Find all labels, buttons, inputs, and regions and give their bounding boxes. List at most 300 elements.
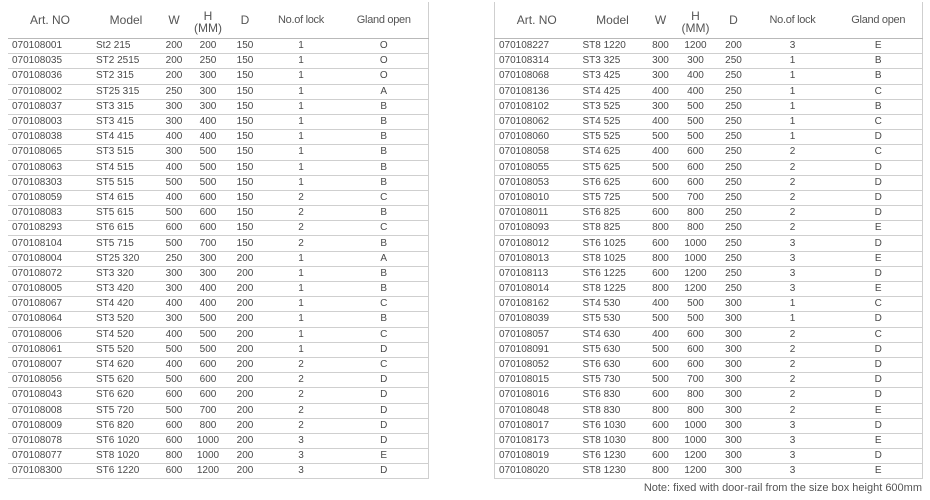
height-cell: 500 — [188, 160, 228, 175]
lock-count-cell: 3 — [751, 282, 835, 297]
depth-cell: 150 — [228, 114, 262, 129]
lock-count-cell: 3 — [262, 464, 340, 479]
table-row — [495, 342, 923, 357]
width-cell: 300 — [160, 266, 188, 281]
width-cell: 300 — [160, 145, 188, 160]
art-no-cell: 070108077 — [8, 449, 92, 464]
gland-open-cell: D — [835, 373, 923, 388]
width-cell: 400 — [647, 327, 675, 342]
art-no-cell: 070108043 — [8, 388, 92, 403]
height-cell: 1200 — [675, 449, 717, 464]
gland-open-cell: C — [340, 190, 428, 205]
lock-count-cell: 1 — [262, 342, 340, 357]
header-depth: D — [717, 2, 751, 39]
model-cell: ST4 620 — [92, 357, 160, 372]
gland-open-cell: D — [340, 418, 428, 433]
lock-count-cell: 1 — [262, 145, 340, 160]
header-height-label: H — [203, 9, 213, 23]
art-no-cell: 070108227 — [495, 39, 579, 54]
spec-table-left — [8, 2, 429, 479]
lock-count-cell: 3 — [751, 418, 835, 433]
table-row — [495, 84, 923, 99]
header-width: W — [160, 2, 188, 39]
gland-open-cell: B — [835, 54, 923, 69]
lock-count-cell: 2 — [262, 236, 340, 251]
height-cell: 1200 — [188, 464, 228, 479]
art-no-cell: 070108102 — [495, 99, 579, 114]
header-height — [675, 2, 717, 39]
gland-open-cell: C — [340, 297, 428, 312]
depth-cell: 250 — [717, 145, 751, 160]
model-cell: ST3 325 — [579, 54, 647, 69]
art-no-cell: 070108057 — [495, 327, 579, 342]
model-cell: ST4 415 — [92, 130, 160, 145]
gland-open-cell: D — [835, 342, 923, 357]
table-row — [8, 69, 428, 84]
depth-cell: 200 — [228, 312, 262, 327]
lock-count-cell: 1 — [262, 327, 340, 342]
model-cell: ST5 725 — [579, 190, 647, 205]
width-cell: 600 — [647, 418, 675, 433]
header-unit-label: (MM) — [194, 21, 222, 35]
lock-count-cell: 3 — [262, 433, 340, 448]
table-row — [8, 388, 428, 403]
art-no-cell: 070108173 — [495, 433, 579, 448]
depth-cell: 250 — [717, 236, 751, 251]
lock-count-cell: 1 — [262, 84, 340, 99]
header-width: W — [647, 2, 675, 39]
table-row — [495, 373, 923, 388]
lock-count-cell: 1 — [262, 114, 340, 129]
header-model: Model — [579, 2, 647, 39]
art-no-cell: 070108006 — [8, 327, 92, 342]
art-no-cell: 070108038 — [8, 130, 92, 145]
art-no-cell: 070108113 — [495, 266, 579, 281]
model-cell: ST5 525 — [579, 130, 647, 145]
art-no-cell: 070108048 — [495, 403, 579, 418]
width-cell: 600 — [647, 175, 675, 190]
lock-count-cell: 2 — [751, 403, 835, 418]
gland-open-cell: D — [340, 388, 428, 403]
header-model: Model — [92, 2, 160, 39]
lock-count-cell: 2 — [751, 160, 835, 175]
art-no-cell: 070108012 — [495, 236, 579, 251]
width-cell: 300 — [160, 99, 188, 114]
gland-open-cell: C — [835, 84, 923, 99]
height-cell: 600 — [675, 357, 717, 372]
lock-count-cell: 2 — [262, 388, 340, 403]
gland-open-cell: E — [340, 449, 428, 464]
gland-open-cell: O — [340, 69, 428, 84]
art-no-cell: 070108016 — [495, 388, 579, 403]
depth-cell: 150 — [228, 221, 262, 236]
table-row — [8, 175, 428, 190]
art-no-cell: 070108162 — [495, 297, 579, 312]
height-cell: 500 — [675, 297, 717, 312]
art-no-cell: 070108303 — [8, 175, 92, 190]
width-cell: 200 — [160, 69, 188, 84]
depth-cell: 200 — [717, 39, 751, 54]
model-cell: ST3 515 — [92, 145, 160, 160]
lock-count-cell: 1 — [751, 297, 835, 312]
depth-cell: 250 — [717, 190, 751, 205]
art-no-cell: 070108052 — [495, 357, 579, 372]
art-no-cell: 070108065 — [8, 145, 92, 160]
gland-open-cell: D — [835, 175, 923, 190]
table-row — [8, 145, 428, 160]
depth-cell: 300 — [717, 388, 751, 403]
depth-cell: 250 — [717, 282, 751, 297]
model-cell: ST8 825 — [579, 221, 647, 236]
lock-count-cell: 2 — [751, 327, 835, 342]
table-row — [495, 418, 923, 433]
table-row — [8, 464, 428, 479]
table-header-row — [8, 2, 428, 39]
width-cell: 500 — [160, 206, 188, 221]
lock-count-cell: 1 — [751, 114, 835, 129]
table-row — [495, 388, 923, 403]
width-cell: 600 — [160, 221, 188, 236]
depth-cell: 250 — [717, 206, 751, 221]
model-cell: ST5 620 — [92, 373, 160, 388]
depth-cell: 200 — [228, 251, 262, 266]
depth-cell: 200 — [228, 327, 262, 342]
height-cell: 400 — [188, 282, 228, 297]
model-cell: ST3 425 — [579, 69, 647, 84]
header-depth: D — [228, 2, 262, 39]
depth-cell: 200 — [228, 282, 262, 297]
art-no-cell: 070108005 — [8, 282, 92, 297]
gland-open-cell: D — [835, 160, 923, 175]
art-no-cell: 070108013 — [495, 251, 579, 266]
height-cell: 300 — [188, 251, 228, 266]
model-cell: ST6 1225 — [579, 266, 647, 281]
depth-cell: 150 — [228, 99, 262, 114]
depth-cell: 150 — [228, 236, 262, 251]
depth-cell: 150 — [228, 160, 262, 175]
lock-count-cell: 3 — [751, 39, 835, 54]
art-no-cell: 070108136 — [495, 84, 579, 99]
width-cell: 600 — [160, 388, 188, 403]
depth-cell: 150 — [228, 190, 262, 205]
lock-count-cell: 2 — [751, 221, 835, 236]
lock-count-cell: 2 — [751, 175, 835, 190]
gland-open-cell: D — [835, 388, 923, 403]
model-cell: ST4 520 — [92, 327, 160, 342]
table-row — [495, 54, 923, 69]
table-row — [8, 160, 428, 175]
lock-count-cell: 3 — [751, 251, 835, 266]
height-cell: 500 — [675, 114, 717, 129]
model-cell: ST8 1020 — [92, 449, 160, 464]
table-row — [495, 312, 923, 327]
art-no-cell: 070108072 — [8, 266, 92, 281]
width-cell: 500 — [647, 373, 675, 388]
depth-cell: 250 — [717, 160, 751, 175]
table-row — [8, 297, 428, 312]
width-cell: 800 — [647, 403, 675, 418]
art-no-cell: 070108083 — [8, 206, 92, 221]
depth-cell: 150 — [228, 175, 262, 190]
depth-cell: 200 — [228, 342, 262, 357]
table-row — [495, 145, 923, 160]
height-cell: 1000 — [675, 433, 717, 448]
height-cell: 300 — [188, 69, 228, 84]
depth-cell: 300 — [717, 297, 751, 312]
width-cell: 300 — [160, 114, 188, 129]
height-cell: 1000 — [675, 418, 717, 433]
art-no-cell: 070108037 — [8, 99, 92, 114]
depth-cell: 300 — [717, 449, 751, 464]
lock-count-cell: 1 — [262, 160, 340, 175]
width-cell: 500 — [647, 342, 675, 357]
depth-cell: 200 — [228, 449, 262, 464]
art-no-cell: 070108064 — [8, 312, 92, 327]
table-row — [8, 206, 428, 221]
depth-cell: 250 — [717, 84, 751, 99]
model-cell: ST5 630 — [579, 342, 647, 357]
model-cell: ST8 1225 — [579, 282, 647, 297]
height-cell: 500 — [188, 312, 228, 327]
header-lock-count: No.of lock — [262, 2, 340, 39]
depth-cell: 200 — [228, 403, 262, 418]
lock-count-cell: 2 — [751, 342, 835, 357]
height-cell: 700 — [675, 373, 717, 388]
art-no-cell: 070108055 — [495, 160, 579, 175]
width-cell: 250 — [160, 84, 188, 99]
lock-count-cell: 1 — [262, 266, 340, 281]
gland-open-cell: D — [340, 433, 428, 448]
depth-cell: 300 — [717, 403, 751, 418]
art-no-cell: 070108035 — [8, 54, 92, 69]
art-no-cell: 070108007 — [8, 357, 92, 372]
gland-open-cell: B — [835, 69, 923, 84]
table-row — [495, 206, 923, 221]
lock-count-cell: 1 — [262, 251, 340, 266]
table-row — [8, 84, 428, 99]
width-cell: 800 — [647, 251, 675, 266]
table-row — [8, 266, 428, 281]
width-cell: 300 — [647, 69, 675, 84]
gland-open-cell: B — [340, 266, 428, 281]
lock-count-cell: 3 — [751, 449, 835, 464]
width-cell: 400 — [160, 130, 188, 145]
model-cell: ST6 625 — [579, 175, 647, 190]
gland-open-cell: B — [340, 145, 428, 160]
model-cell: ST6 825 — [579, 206, 647, 221]
footnote: Note: fixed with door-rail from the size box height 600mm — [643, 482, 922, 494]
art-no-cell: 070108002 — [8, 84, 92, 99]
height-cell: 600 — [675, 342, 717, 357]
art-no-cell: 070108068 — [495, 69, 579, 84]
model-cell: ST5 730 — [579, 373, 647, 388]
table-row — [495, 433, 923, 448]
height-cell: 1200 — [675, 266, 717, 281]
header-height-label: H — [691, 9, 700, 23]
width-cell: 800 — [647, 464, 675, 479]
depth-cell: 250 — [717, 266, 751, 281]
art-no-cell: 070108058 — [495, 145, 579, 160]
height-cell: 800 — [675, 388, 717, 403]
width-cell: 200 — [160, 39, 188, 54]
table-row — [495, 403, 923, 418]
table-row — [495, 327, 923, 342]
lock-count-cell: 2 — [262, 373, 340, 388]
model-cell: ST6 620 — [92, 388, 160, 403]
lock-count-cell: 1 — [262, 69, 340, 84]
width-cell: 800 — [647, 282, 675, 297]
height-cell: 1000 — [675, 236, 717, 251]
gland-open-cell: E — [835, 221, 923, 236]
art-no-cell: 070108300 — [8, 464, 92, 479]
height-cell: 600 — [675, 175, 717, 190]
lock-count-cell: 2 — [262, 221, 340, 236]
gland-open-cell: E — [835, 464, 923, 479]
model-cell: ST4 530 — [579, 297, 647, 312]
height-cell: 600 — [675, 160, 717, 175]
width-cell: 250 — [160, 251, 188, 266]
depth-cell: 150 — [228, 39, 262, 54]
table-row — [495, 266, 923, 281]
art-no-cell: 070108056 — [8, 373, 92, 388]
width-cell: 200 — [160, 54, 188, 69]
model-cell: ST3 520 — [92, 312, 160, 327]
depth-cell: 250 — [717, 99, 751, 114]
model-cell: ST6 1025 — [579, 236, 647, 251]
table-row — [8, 99, 428, 114]
model-cell: ST4 630 — [579, 327, 647, 342]
art-no-cell: 070108314 — [495, 54, 579, 69]
depth-cell: 300 — [717, 327, 751, 342]
width-cell: 800 — [647, 39, 675, 54]
table-row — [8, 190, 428, 205]
model-cell: ST4 625 — [579, 145, 647, 160]
art-no-cell: 070108020 — [495, 464, 579, 479]
lock-count-cell: 3 — [751, 464, 835, 479]
height-cell: 600 — [188, 357, 228, 372]
height-cell: 300 — [188, 99, 228, 114]
lock-count-cell: 3 — [262, 449, 340, 464]
table-row — [8, 449, 428, 464]
art-no-cell: 070108091 — [495, 342, 579, 357]
model-cell: ST5 625 — [579, 160, 647, 175]
gland-open-cell: B — [340, 206, 428, 221]
gland-open-cell: B — [340, 130, 428, 145]
height-cell: 1200 — [675, 464, 717, 479]
height-cell: 800 — [675, 206, 717, 221]
art-no-cell: 070108004 — [8, 251, 92, 266]
model-cell: ST25 315 — [92, 84, 160, 99]
gland-open-cell: A — [340, 251, 428, 266]
depth-cell: 250 — [717, 130, 751, 145]
gland-open-cell: C — [835, 327, 923, 342]
width-cell: 400 — [647, 297, 675, 312]
width-cell: 800 — [647, 221, 675, 236]
table-row — [8, 114, 428, 129]
lock-count-cell: 1 — [262, 99, 340, 114]
gland-open-cell: B — [340, 160, 428, 175]
header-unit-label: (MM) — [681, 21, 710, 35]
width-cell: 400 — [647, 145, 675, 160]
lock-count-cell: 3 — [751, 266, 835, 281]
lock-count-cell: 1 — [751, 54, 835, 69]
height-cell: 500 — [188, 327, 228, 342]
height-cell: 400 — [188, 130, 228, 145]
height-cell: 250 — [188, 54, 228, 69]
model-cell: ST6 1220 — [92, 464, 160, 479]
table-row — [495, 297, 923, 312]
depth-cell: 250 — [717, 251, 751, 266]
header-gland-open: Gland open — [835, 2, 923, 39]
depth-cell: 250 — [717, 221, 751, 236]
depth-cell: 250 — [717, 175, 751, 190]
width-cell: 400 — [160, 297, 188, 312]
gland-open-cell: D — [835, 266, 923, 281]
table-row — [8, 433, 428, 448]
gland-open-cell: D — [340, 403, 428, 418]
gland-open-cell: E — [835, 403, 923, 418]
gland-open-cell: B — [340, 236, 428, 251]
lock-count-cell: 2 — [751, 206, 835, 221]
depth-cell: 200 — [228, 388, 262, 403]
table-row — [8, 221, 428, 236]
width-cell: 400 — [160, 160, 188, 175]
lock-count-cell: 2 — [751, 373, 835, 388]
model-cell: ST6 830 — [579, 388, 647, 403]
height-cell: 600 — [188, 221, 228, 236]
lock-count-cell: 1 — [751, 69, 835, 84]
width-cell: 500 — [647, 160, 675, 175]
height-cell: 600 — [188, 388, 228, 403]
table-body-left — [8, 39, 428, 479]
width-cell: 800 — [647, 433, 675, 448]
width-cell: 500 — [160, 403, 188, 418]
width-cell: 300 — [160, 312, 188, 327]
gland-open-cell: C — [835, 145, 923, 160]
depth-cell: 250 — [717, 114, 751, 129]
gland-open-cell: C — [835, 297, 923, 312]
height-cell: 1000 — [675, 251, 717, 266]
depth-cell: 200 — [228, 418, 262, 433]
gland-open-cell: E — [835, 39, 923, 54]
gland-open-cell: C — [340, 327, 428, 342]
lock-count-cell: 2 — [262, 357, 340, 372]
table-row — [495, 160, 923, 175]
gland-open-cell: D — [340, 342, 428, 357]
depth-cell: 200 — [228, 373, 262, 388]
width-cell: 600 — [647, 388, 675, 403]
lock-count-cell: 1 — [262, 39, 340, 54]
model-cell: ST6 630 — [579, 357, 647, 372]
width-cell: 600 — [160, 464, 188, 479]
width-cell: 300 — [160, 282, 188, 297]
table-row — [495, 130, 923, 145]
table-row — [8, 39, 428, 54]
lock-count-cell: 2 — [751, 357, 835, 372]
depth-cell: 200 — [228, 357, 262, 372]
art-no-cell: 070108008 — [8, 403, 92, 418]
width-cell: 500 — [160, 175, 188, 190]
lock-count-cell: 3 — [751, 433, 835, 448]
model-cell: ST8 1230 — [579, 464, 647, 479]
lock-count-cell: 1 — [262, 282, 340, 297]
table-row — [495, 282, 923, 297]
lock-count-cell: 1 — [751, 99, 835, 114]
height-cell: 400 — [188, 297, 228, 312]
table-row — [8, 418, 428, 433]
model-cell: ST8 1025 — [579, 251, 647, 266]
model-cell: ST6 1230 — [579, 449, 647, 464]
